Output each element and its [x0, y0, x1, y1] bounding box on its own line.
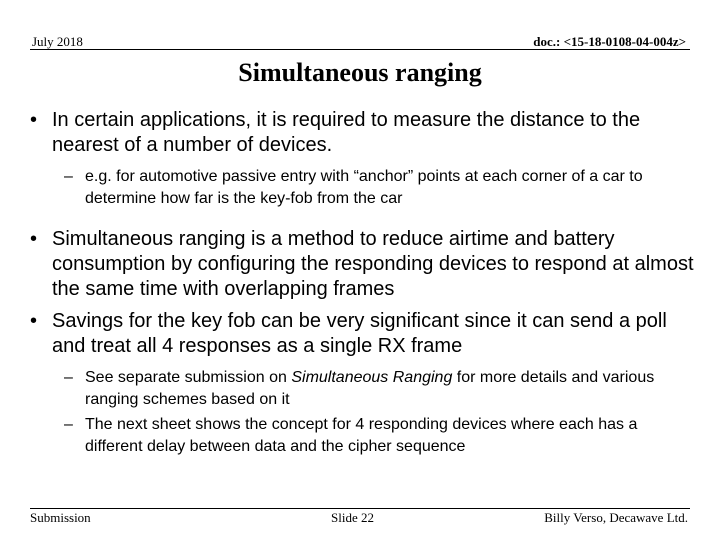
- bullet-item: [28, 309, 698, 359]
- dash-marker: –: [64, 168, 73, 185]
- sub-bullet-text: e.g. for automotive passive entry with “anchor” points at each corner of a car to determine how far is the key-fob from the car: [85, 168, 643, 207]
- footer-divider: [30, 508, 690, 509]
- bullet-text: Simultaneous ranging is a method to reduce airtime and battery consumption by configuring the responding devices to respond at almost the same time with overlapping frames: [52, 228, 694, 300]
- bullet-marker: •: [30, 310, 38, 332]
- bullet-text: In certain applications, it is required to measure the distance to the nearest of a number of devices.: [52, 109, 641, 156]
- bullet-marker: •: [30, 109, 38, 131]
- header-divider: [30, 49, 690, 50]
- sub-bullet-text-pre: See separate submission on: [85, 369, 292, 386]
- bullet-item: [28, 108, 698, 158]
- header-date: July 2018: [32, 34, 83, 49]
- sub-bullet-item: [64, 166, 698, 210]
- sub-bullet-text-italic: Simultaneous Ranging: [291, 369, 453, 386]
- header-doc-id: doc.: <15-18-0108-04-004z>: [533, 34, 686, 49]
- slide-body: [28, 108, 698, 461]
- sub-bullet-item: [64, 367, 698, 411]
- bullet-item: [28, 227, 698, 302]
- footer-author: Billy Verso, Decawave Ltd.: [544, 510, 688, 525]
- dash-marker: –: [64, 369, 73, 386]
- sub-bullet-text: The next sheet shows the concept for 4 responding devices where each has a different delay between data and the cipher sequence: [85, 416, 638, 455]
- sub-bullet-text-post: for more details and various ranging schemes based on it: [85, 369, 655, 408]
- footer-left: Submission: [30, 510, 91, 525]
- bullet-text: Savings for the key fob can be very significant since it can send a poll and treat all 4 responses as a single RX frame: [52, 310, 667, 357]
- sub-bullet-item: [64, 414, 698, 458]
- dash-marker: –: [64, 416, 73, 433]
- slide-title: Simultaneous ranging: [238, 58, 482, 87]
- slide-number: Slide 22: [331, 510, 374, 525]
- bullet-marker: •: [30, 228, 38, 250]
